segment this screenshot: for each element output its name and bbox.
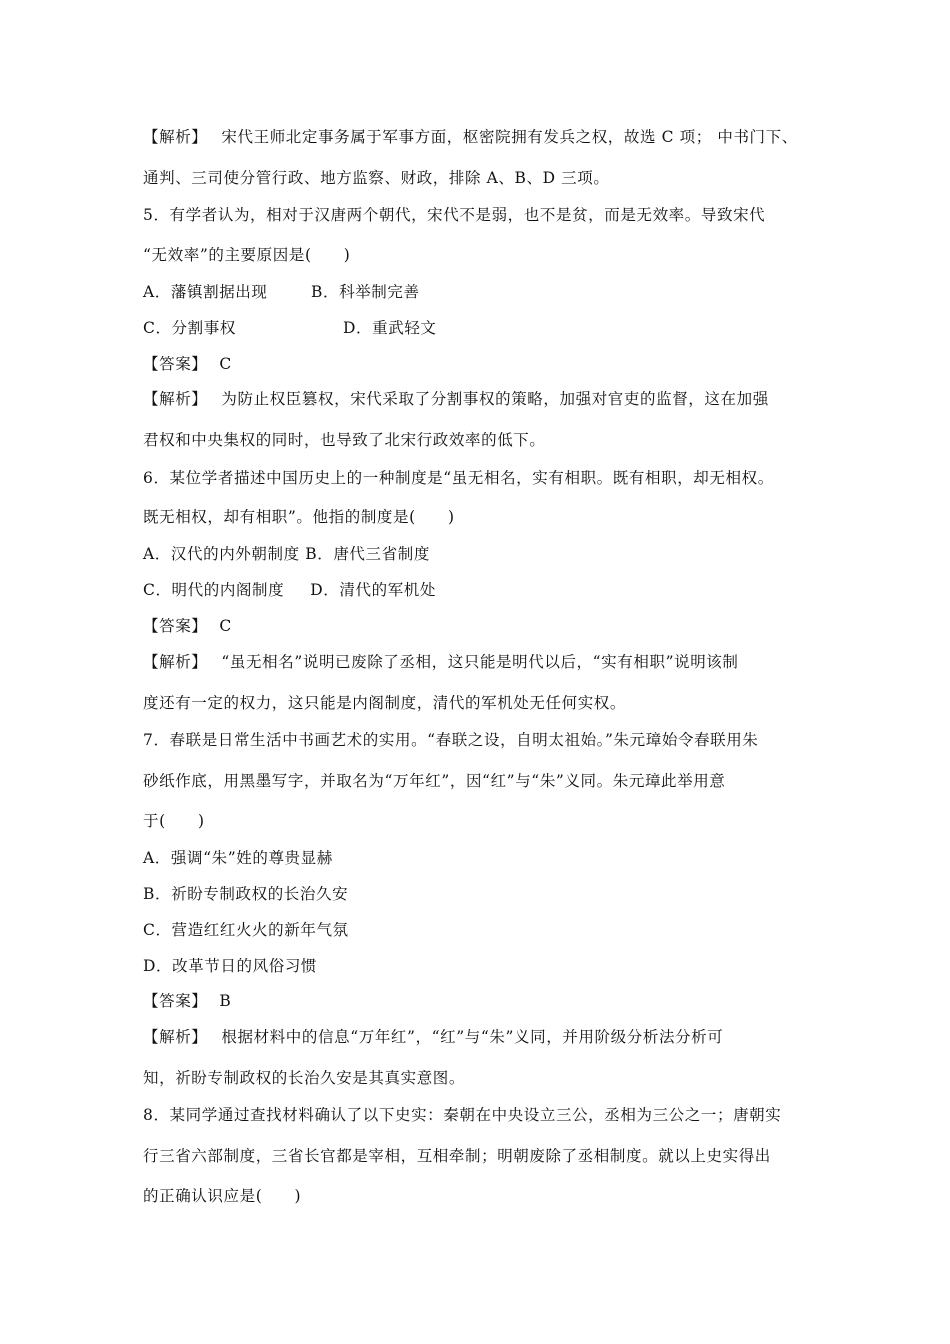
q8-stem-line3: 的正确认识应是( ) [143, 1187, 302, 1205]
q4-explanation-text1: 宋代王师北定事务属于军事方面，枢密院拥有发兵之权，故选 C 项； 中书门下、 [221, 128, 798, 146]
q7-answer [143, 991, 231, 1011]
q7-stem-line3: 于( ) [143, 812, 205, 830]
q5-stem-line1: 5．有学者认为，相对于汉唐两个朝代，宋代不是弱，也不是贫，而是无效率。导致宋代 [143, 206, 766, 224]
answer-tag: 【答案】 [143, 992, 208, 1010]
q7-answer-value: B [219, 992, 232, 1010]
explanation-tag: 【解析】 [143, 653, 208, 671]
q6-options-row1 [143, 544, 430, 564]
q6-answer-value: C [219, 617, 232, 635]
answer-tag: 【答案】 [143, 355, 208, 373]
explanation-tag: 【解析】 [143, 1028, 208, 1046]
q7-stem-line1: 7．春联是日常生活中书画艺术的实用。“春联之设，自明太祖始。”朱元璋始令春联用朱 [143, 731, 759, 749]
q5-answer [143, 354, 232, 374]
q5-explanation-line2: 君权和中央集权的同时，也导致了北宋行政效率的低下。 [143, 431, 546, 449]
q6-explanation-line1: 【解析】 “虽无相名”说明已废除了丞相，这只能是明代以后，“实有相职”说明该制 [143, 653, 739, 671]
q6-option-a[interactable]: A．汉代的内外朝制度 [143, 545, 300, 563]
q5-option-b[interactable]: B．科举制完善 [311, 283, 420, 301]
q6-explanation-line2: 度还有一定的权力，这只能是内阁制度，清代的军机处无任何实权。 [143, 694, 627, 712]
q7-option-b[interactable]: B．祈盼专制政权的长治久安 [143, 885, 349, 903]
q6-stem-line2: 既无相权，却有相职”。他指的制度是( ) [143, 508, 455, 526]
q6-stem-line1: 6．某位学者描述中国历史上的一种制度是“虽无相名，实有相职。既有相职，却无相权。 [143, 469, 774, 487]
q5-options-row1 [143, 282, 763, 302]
q6-options-row2 [143, 580, 436, 600]
q4-explanation-text2: 通判、三司使分管行政、地方监察、财政，排除 A、B、D 三项。 [143, 169, 610, 187]
q6-option-c[interactable]: C．明代的内阁制度 [143, 581, 285, 599]
q5-stem-line2: “无效率”的主要原因是( ) [143, 246, 351, 264]
q8-stem-line2: 行三省六部制度，三省长官都是宰相，互相牵制；明朝废除了丞相制度。就以上史实得出 [143, 1147, 771, 1165]
q5-option-c[interactable]: C．分割事权 [143, 319, 236, 337]
q5-explanation-line1: 【解析】 为防止权臣篡权，宋代采取了分割事权的策略，加强对官吏的监督，这在加强 [143, 390, 769, 408]
q5-option-d[interactable]: D．重武轻文 [343, 319, 437, 337]
q7-stem-line2: 砂纸作底，用黑墨写字，并取名为“万年红”，因“红”与“朱”义同。朱元璋此举用意 [143, 772, 726, 790]
q7-option-a[interactable]: A．强调“朱”姓的尊贵显赫 [143, 849, 333, 867]
q5-option-a[interactable]: A．藩镇割据出现 [143, 283, 268, 301]
q5-answer-value: C [219, 355, 232, 373]
q4-explanation-line2 [143, 168, 609, 188]
answer-tag: 【答案】 [143, 617, 208, 635]
q6-option-d[interactable]: D．清代的军机处 [310, 581, 436, 599]
q7-option-d[interactable]: D．改革节日的风俗习惯 [143, 957, 318, 975]
explanation-tag: 【解析】 [143, 128, 208, 146]
q8-stem-line1: 8．某同学通过查找材料确认了以下史实：秦朝在中央设立三公，丞相为三公之一；唐朝实 [143, 1106, 782, 1124]
explanation-tag: 【解析】 [143, 390, 208, 408]
q6-option-b[interactable]: B．唐代三省制度 [305, 545, 430, 563]
q7-explanation-line2: 知，祈盼专制政权的长治久安是其真实意图。 [143, 1069, 466, 1087]
q7-explanation-line1: 【解析】 根据材料中的信息“万年红”，“红”与“朱”义同，并用阶级分析法分析可 [143, 1028, 724, 1046]
q4-explanation-line1 [143, 127, 798, 147]
q5-options-row2 [143, 318, 763, 338]
q6-answer [143, 616, 232, 636]
q7-option-c[interactable]: C．营造红红火火的新年气氛 [143, 921, 349, 939]
